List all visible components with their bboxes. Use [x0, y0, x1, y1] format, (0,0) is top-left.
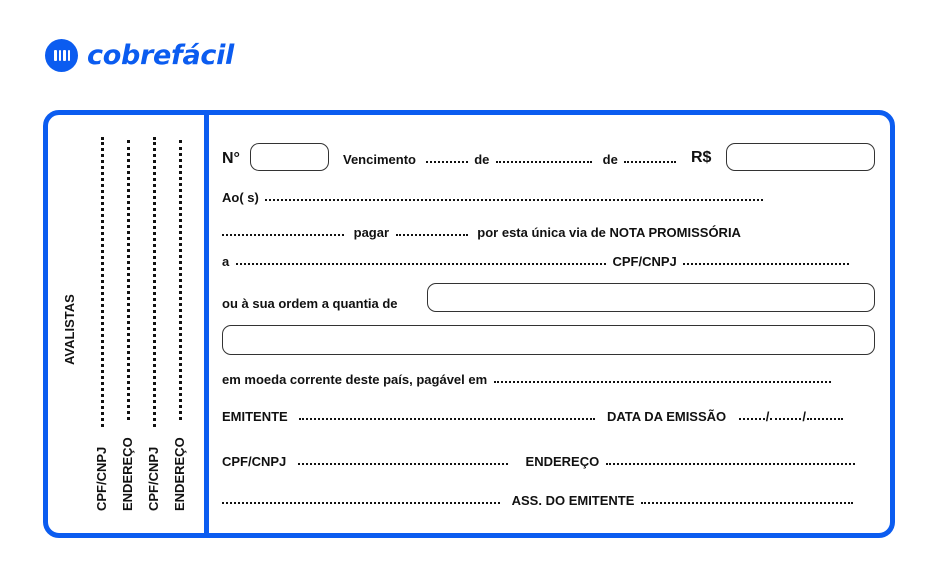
via-text: por esta única via de NOTA PROMISSÓRIA — [477, 225, 741, 240]
emissao-month-field[interactable] — [770, 418, 801, 420]
vencimento-de-1: de — [474, 152, 490, 167]
coin-bars-icon — [45, 39, 78, 72]
pagar-row — [222, 225, 741, 241]
avalista-endereco-label-1: ENDEREÇO — [120, 437, 135, 511]
emitente-dados-row — [222, 454, 858, 470]
amount-input[interactable] — [726, 143, 875, 171]
quantia-input[interactable] — [427, 283, 875, 312]
avalista-endereco-line-1[interactable] — [127, 140, 130, 420]
avalistas-title: AVALISTAS — [62, 294, 77, 365]
emitente-endereco-field[interactable] — [606, 463, 855, 465]
a-label: a — [222, 254, 230, 269]
quantia-extenso-input[interactable] — [222, 325, 875, 355]
emitente-endereco-label: ENDEREÇO — [525, 454, 600, 469]
pagar-label: pagar — [353, 225, 390, 240]
vencimento-year-field[interactable] — [624, 161, 676, 163]
ordem-label: ou à sua ordem a quantia de — [222, 296, 398, 311]
avalista-cpf-label-1: CPF/CNPJ — [94, 446, 109, 511]
emitente-field[interactable] — [299, 418, 595, 420]
number-label: N° — [222, 150, 240, 167]
vencimento-label: Vencimento — [343, 152, 416, 167]
date-separator: / — [765, 409, 770, 424]
row-header — [222, 151, 240, 167]
date-separator: / — [802, 409, 807, 424]
moeda-label: em moeda corrente deste país, pagável em — [222, 372, 488, 387]
beneficiario-cpf-label: CPF/CNPJ — [612, 254, 677, 269]
number-input[interactable] — [250, 143, 329, 171]
vencimento-month-field[interactable] — [496, 161, 592, 163]
emitente-cpf-label: CPF/CNPJ — [222, 454, 287, 469]
pagar-prefix-field[interactable] — [222, 234, 344, 236]
vencimento-de-2: de — [602, 152, 618, 167]
column-divider — [204, 113, 209, 535]
quantia-row — [222, 296, 398, 312]
beneficiario-field[interactable] — [236, 263, 606, 265]
emissao-day-field[interactable] — [739, 418, 765, 420]
beneficiario-cpf-field[interactable] — [683, 263, 849, 265]
emitente-row — [222, 409, 846, 425]
ao-label: Ao( s) — [222, 190, 259, 205]
beneficiario-row — [222, 254, 852, 270]
avalista-cpf-label-2: CPF/CNPJ — [146, 446, 161, 511]
assinatura-label: ASS. DO EMITENTE — [511, 493, 635, 508]
avalista-endereco-label-2: ENDEREÇO — [172, 437, 187, 511]
avalista-cpf-line-1[interactable] — [101, 137, 104, 427]
ao-field[interactable] — [265, 199, 763, 201]
data-emissao-label: DATA DA EMISSÃO — [606, 409, 727, 424]
avalista-endereco-line-2[interactable] — [179, 140, 182, 420]
assinatura-row — [222, 493, 856, 509]
emissao-year-field[interactable] — [807, 418, 843, 420]
pagar-field[interactable] — [396, 234, 468, 236]
promissory-note-frame — [43, 110, 895, 538]
moeda-row — [222, 372, 834, 388]
ao-row — [222, 190, 766, 206]
pagavel-em-field[interactable] — [494, 381, 831, 383]
avalista-cpf-line-2[interactable] — [153, 137, 156, 427]
vencimento-day-field[interactable] — [426, 161, 468, 163]
brand-logo — [45, 38, 234, 72]
brand-name: cobrefácil — [87, 39, 234, 71]
assinatura-prefix-field[interactable] — [222, 502, 500, 504]
currency-label: R$ — [691, 149, 712, 166]
vencimento-row — [343, 152, 679, 168]
emitente-cpf-field[interactable] — [298, 463, 508, 465]
assinatura-field[interactable] — [641, 502, 853, 504]
currency-row — [691, 150, 711, 166]
emitente-label: EMITENTE — [222, 409, 288, 424]
